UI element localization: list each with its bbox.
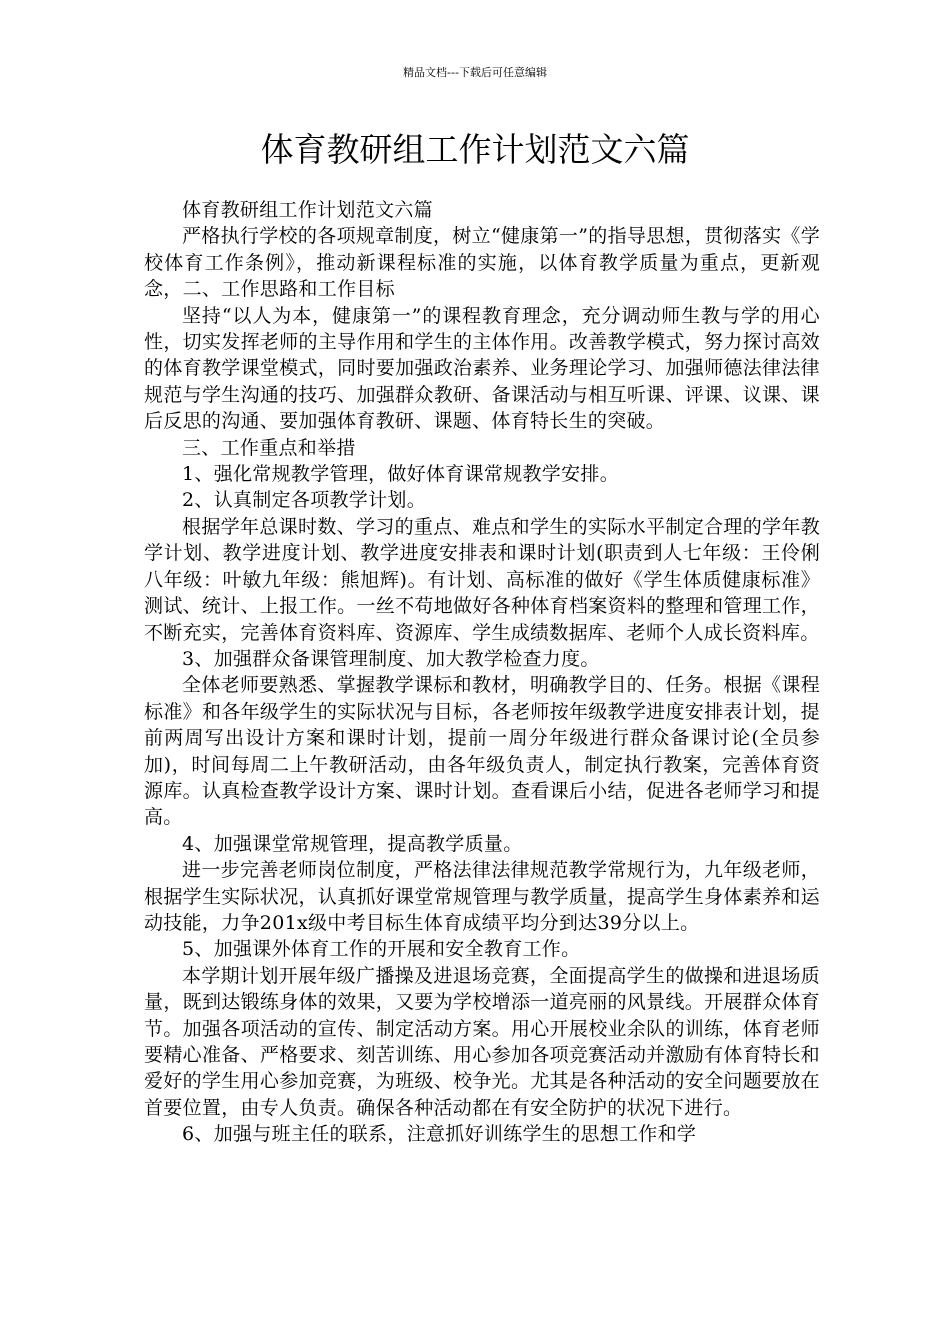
paragraph: 进一步完善老师岗位制度，严格法律法律规范教学常规行为，九年级老师，根据学生实际状况，认真抓好课堂常规管理与教学质量，提高学生身体素养和运动技能，力争201x级中考目标生体育成绩平均分到达39分以上。 [144, 859, 820, 934]
list-item: 5、加强课外体育工作的开展和安全教育工作。 [182, 938, 581, 961]
paragraph: 全体老师要熟悉、掌握教学课标和教材，明确教学目的、任务。根据《课程标准》和各年级学生的实际状况与目标，各老师按年级教学进度安排表计划，提前两周写出设计方案和课时计划，提前一周分年级进行群众备课讨论(全员参加)，时间每周二上午教研活动，由各年级负责人，制定执行教案，完善体育资源库。认真检查教学设计方案、课时计划。查看课后小结，促进各老师学习和提高。 [144, 674, 820, 829]
paragraph: 坚持“以人为本，健康第一”的课程教育理念，充分调动师生教与学的用心性，切实发挥老师的主导作用和学生的主体作用。改善教学模式，努力探讨高效的体育教学课堂模式，同时要加强政治素养、业务理论学习、加强师德法律法律规范与学生沟通的技巧、加强群众教研、备课活动与相互听课、评课、议课、课后反思的沟通、要加强体育教研、课题、体育特长生的突破。 [144, 304, 820, 433]
document-body [144, 197, 820, 1148]
paragraph: 本学期计划开展年级广播操及进退场竞赛，全面提高学生的做操和进退场质量，既到达锻练身体的效果，又要为学校增添一道亮丽的风景线。开展群众体育节。加强各项活动的宣传、制定活动方案。用心开展校业余队的训练，体育老师要精心准备、严格要求、刻苦训练、用心参加各项竞赛活动并激励有体育特长和爱好的学生用心参加竞赛，为班级、校争光。尤其是各种活动的安全问题要放在首要位置，由专人负责。确保各种活动都在有安全防护的状况下进行。 [144, 964, 820, 1119]
list-item: 3、加强群众备课管理制度、加大教学检查力度。 [182, 647, 600, 670]
paragraph: 根据学年总课时数、学习的重点、难点和学生的实际水平制定合理的学年教学计划、教学进度计划、教学进度安排表和课时计划(职责到人七年级：王伶俐八年级：叶敏九年级：熊旭辉)。有计划、高标准的做好《学生体质健康标准》测试、统计、上报工作。一丝不苟地做好各种体育档案资料的整理和管理工作，不断充实，完善体育资料库、资源库、学生成绩数据库、老师个人成长资料库。 [144, 515, 820, 644]
paragraph: 体育教研组工作计划范文六篇 [182, 199, 433, 221]
list-item: 1、强化常规教学管理，做好体育课常规教学安排。 [182, 463, 619, 486]
list-item: 6、加强与班主任的联系，注意抓好训练学生的思想工作和学 [182, 1123, 697, 1146]
list-item: 4、加强课堂常规管理，提高教学质量。 [182, 832, 523, 855]
running-header: 精品文档---下载后可任意编辑 [403, 66, 547, 79]
list-item: 2、认真制定各项教学计划。 [182, 489, 426, 512]
document-title: 体育教研组工作计划范文六篇 [260, 130, 690, 169]
section-heading: 三、工作重点和举措 [182, 436, 356, 459]
paragraph: 严格执行学校的各项规章制度，树立“健康第一”的指导思想，贯彻落实《学校体育工作条例》，推动新课程标准的实施，以体育教学质量为重点，更新观念，二、工作思路和工作目标 [144, 225, 820, 301]
